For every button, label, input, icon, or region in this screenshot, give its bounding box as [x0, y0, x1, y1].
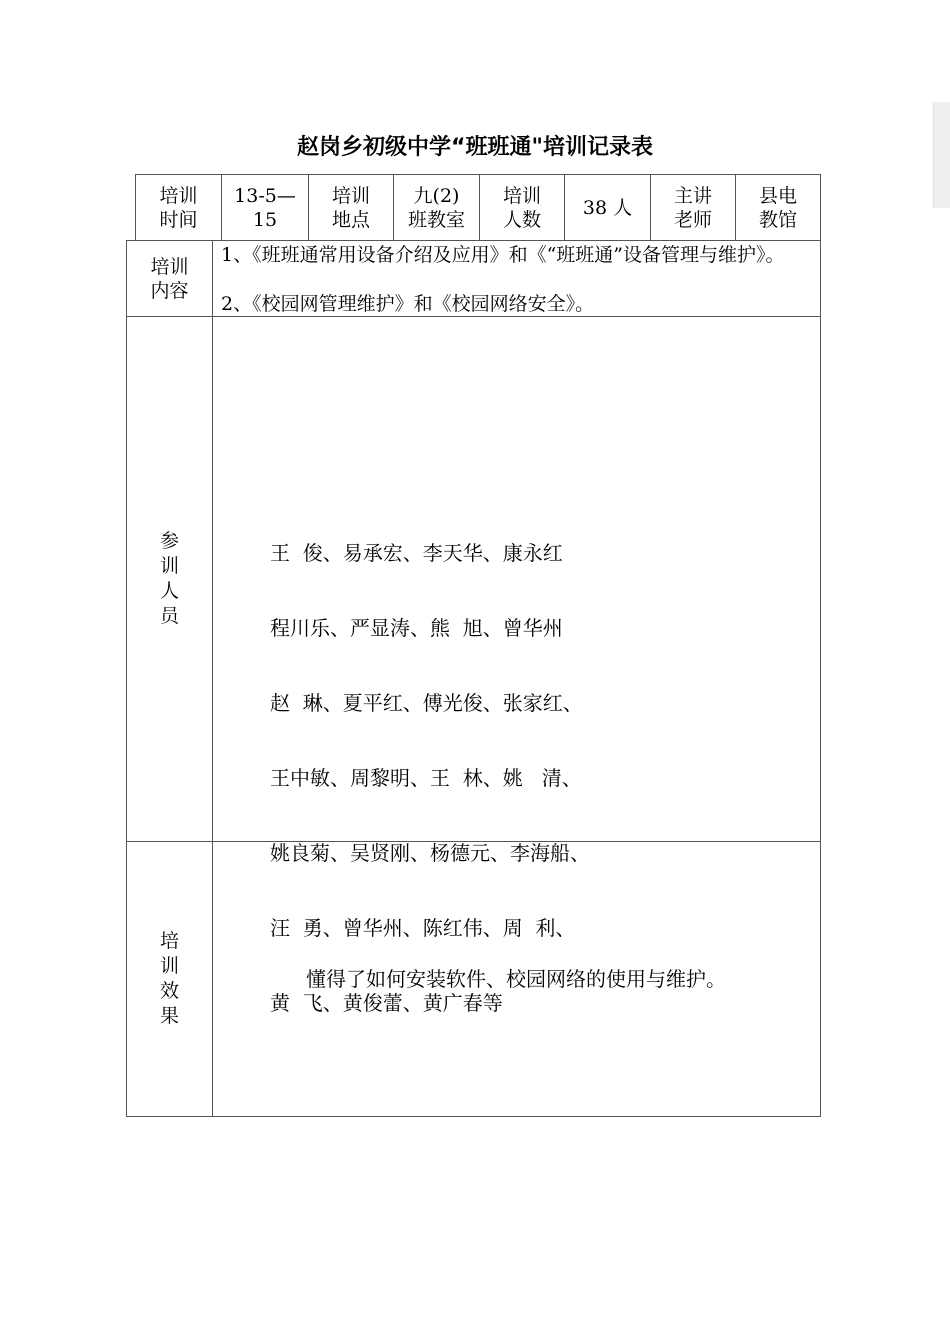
teacher-value: 县电 教馆	[758, 184, 797, 231]
participants-line: 黄 飞、黄俊蕾、黄广春等	[270, 991, 503, 1015]
participants-line: 汪 勇、曾华州、陈红伟、周 利、	[270, 916, 576, 940]
participants-line: 姚良菊、吴贤刚、杨德元、李海船、	[270, 841, 590, 865]
count-value-cell	[564, 174, 651, 241]
teacher-label: 主讲 老师	[673, 184, 712, 231]
time-label: 培训 时间	[159, 184, 198, 231]
effect-label: 培 训 效 果	[159, 930, 179, 1027]
content-line-2: 2、《校园网管理维护》和《校园网络安全》。	[221, 293, 595, 315]
document-title: 赵岗乡初级中学“班班通"培训记录表	[297, 135, 653, 160]
time-value-cell	[221, 174, 309, 241]
participants-line: 程川乐、严显涛、熊 旭、曾华州	[270, 616, 563, 640]
participants-line: 王 俊、易承宏、李天华、康永红	[270, 541, 563, 565]
time-value: 13-5— 15	[234, 184, 296, 231]
participants-label: 参 训 人 员	[159, 530, 179, 627]
time-label-cell	[135, 174, 222, 241]
effect-label-cell	[126, 841, 213, 1117]
location-label-cell	[308, 174, 394, 241]
count-label-cell	[479, 174, 565, 241]
content-label: 培训 内容	[150, 255, 189, 302]
teacher-label-cell	[650, 174, 736, 241]
location-value: 九(2) 班教室	[407, 184, 465, 231]
content-line-1: 1、《班班通常用设备介绍及应用》和《“班班通”设备管理与维护》。	[221, 244, 785, 266]
location-value-cell	[393, 174, 480, 241]
count-value: 38 人	[582, 196, 633, 219]
effect-text: 懂得了如何安装软件、校园网络的使用与维护。	[306, 967, 726, 991]
participants-label-cell	[126, 316, 213, 842]
participants-line: 赵 琳、夏平红、傅光俊、张家红、	[270, 691, 583, 715]
participants-line: 王中敏、周黎明、王 林、姚 清、	[270, 766, 582, 790]
content-label-cell	[126, 240, 213, 317]
teacher-value-cell	[735, 174, 821, 241]
location-label: 培训 地点	[331, 184, 370, 231]
count-label: 培训 人数	[502, 184, 541, 231]
